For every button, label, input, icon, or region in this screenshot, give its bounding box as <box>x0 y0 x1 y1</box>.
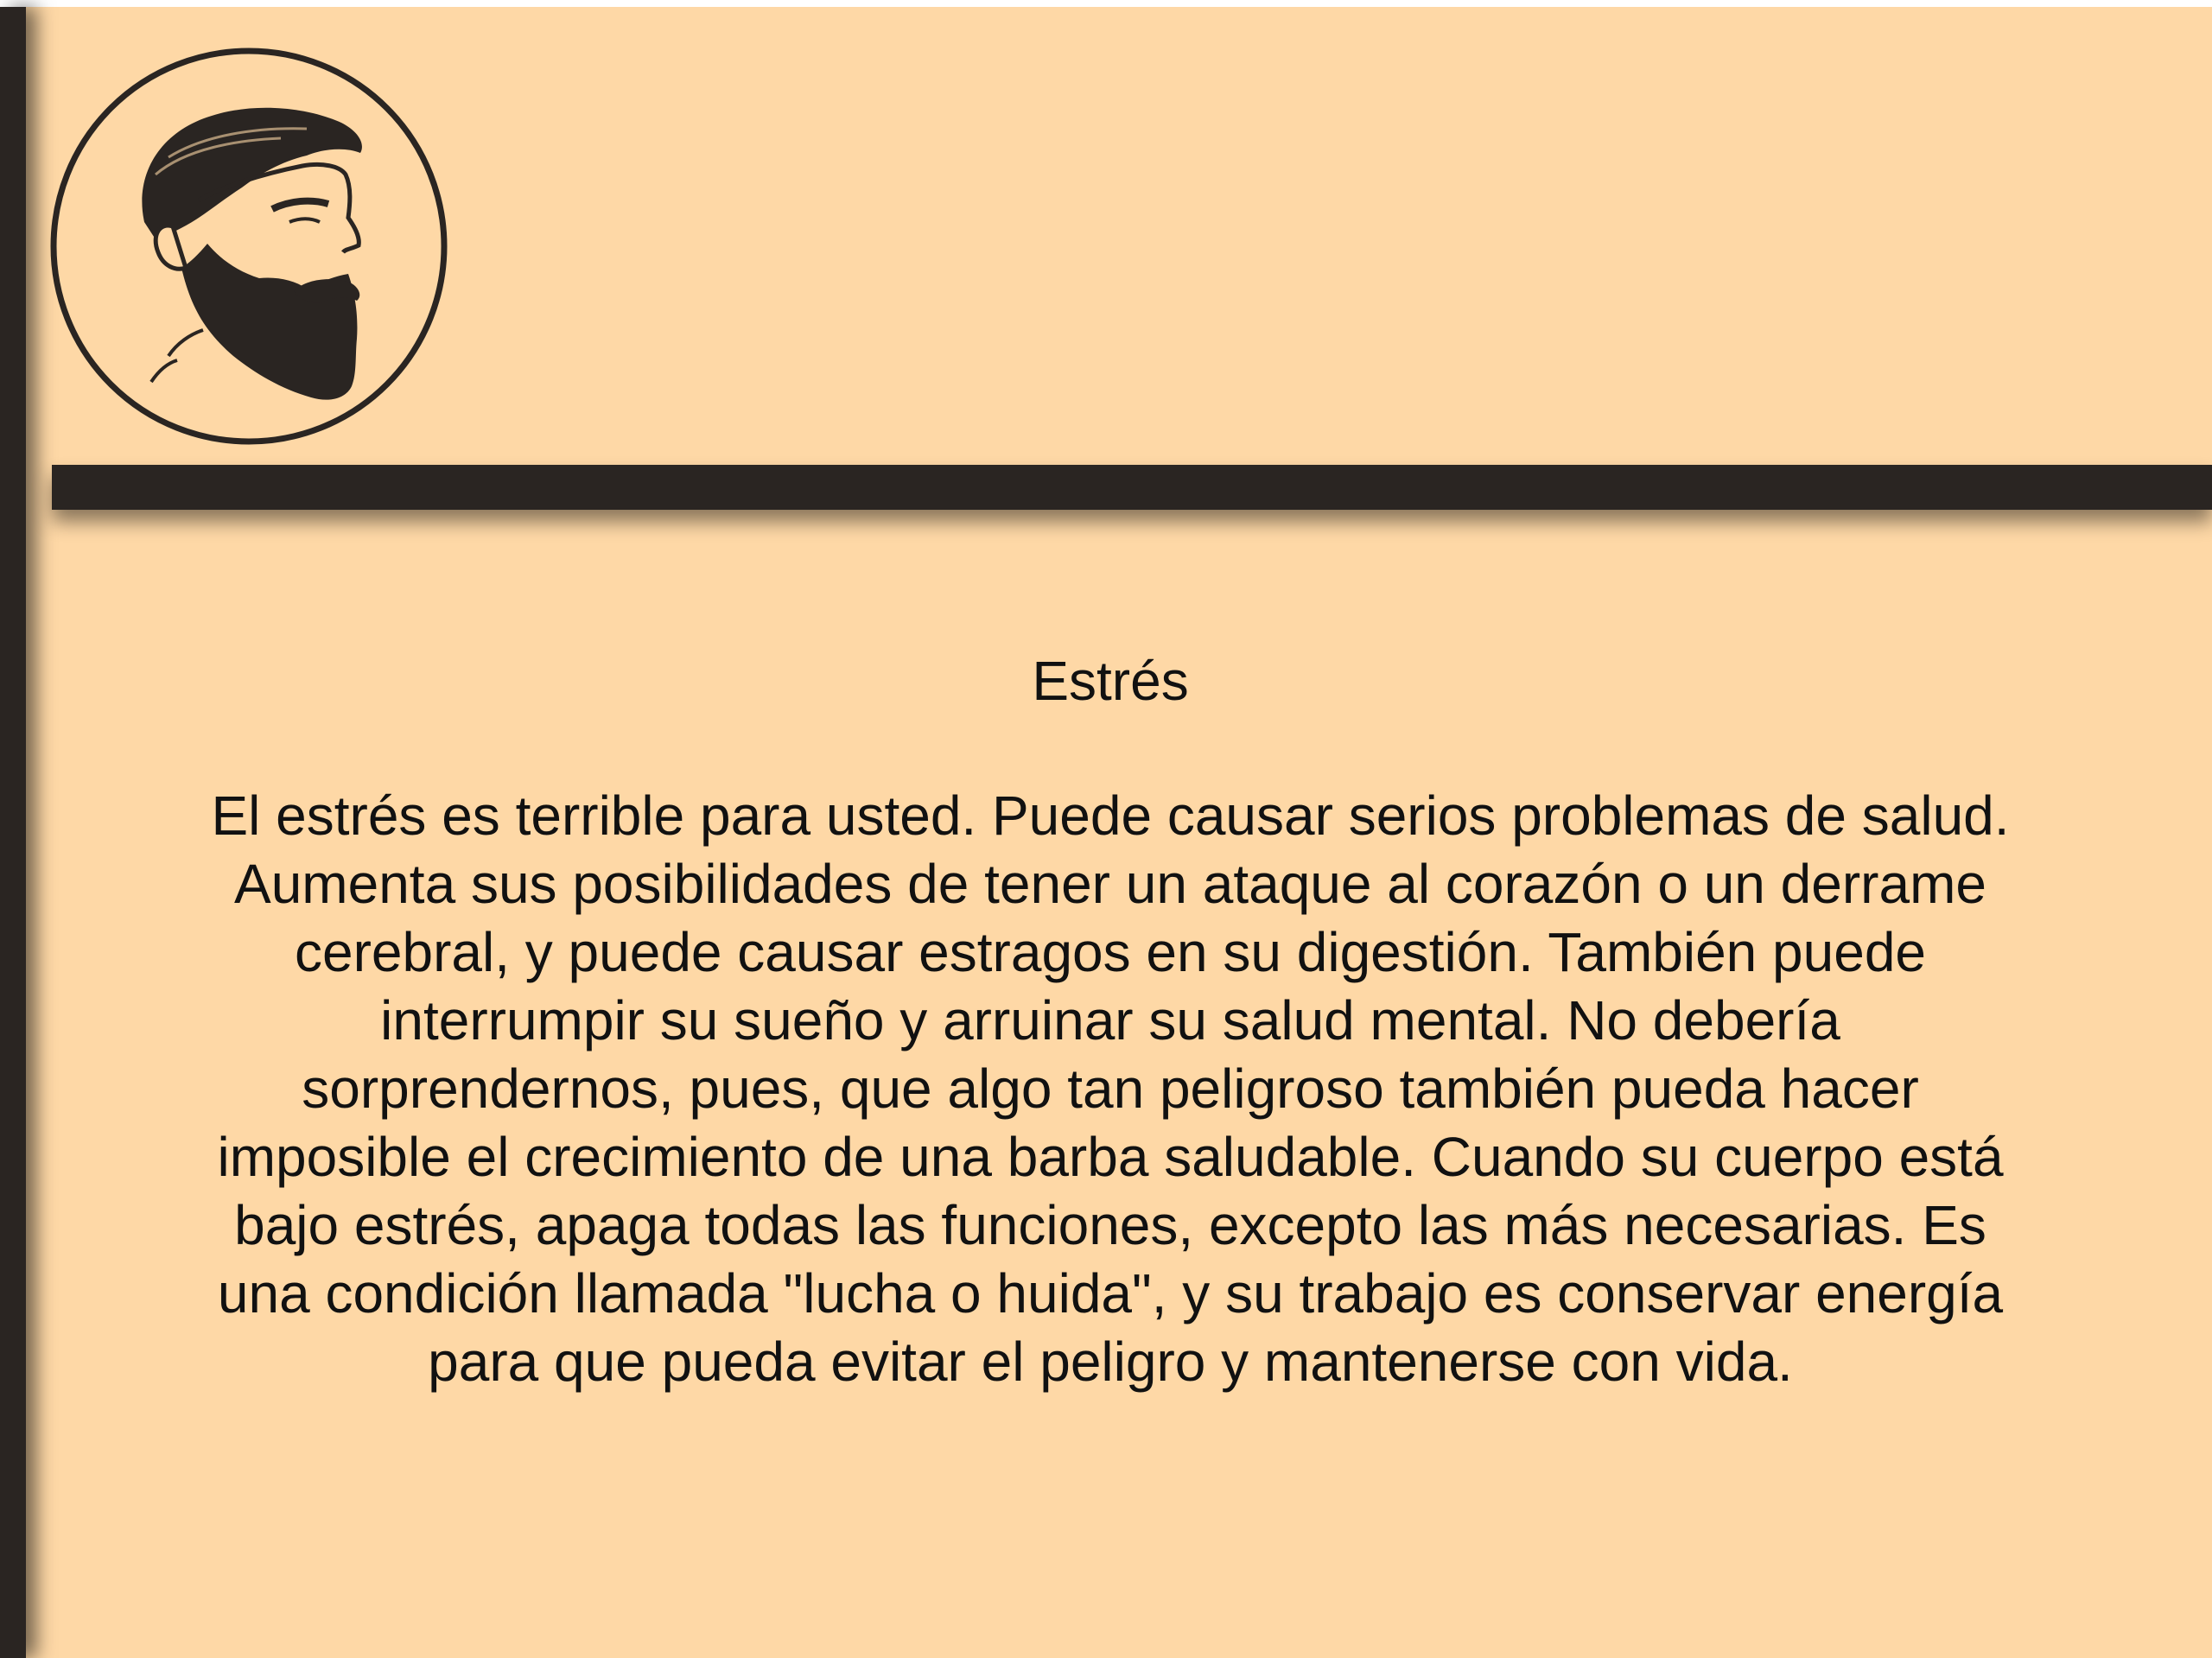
top-edge <box>0 0 2212 7</box>
horizontal-divider <box>52 465 2212 510</box>
vertical-divider <box>0 7 26 1658</box>
page-title: Estrés <box>1032 650 1189 712</box>
bearded-man-portrait-icon <box>48 45 450 448</box>
body-paragraph: El estrés es terrible para usted. Puede causar serios problemas de salud. Aumenta sus posibilidades de tener un ataque al corazón o un derrame cerebral, y puede causar estragos en su digestión. También puede interrumpir su sueño y arruinar su salud mental. No debería sorprendernos, pues, que algo tan peligroso también pueda hacer imposible el crecimiento de una barba saludable. Cuando su cuerpo está bajo estrés, apaga todas las funciones, excepto las más necesarias. Es una condición llamada "lucha o huida", y su trabajo es conservar energía para que pueda evitar el peligro y mantenerse con vida. <box>211 784 2010 1393</box>
text-content <box>190 648 2031 1396</box>
